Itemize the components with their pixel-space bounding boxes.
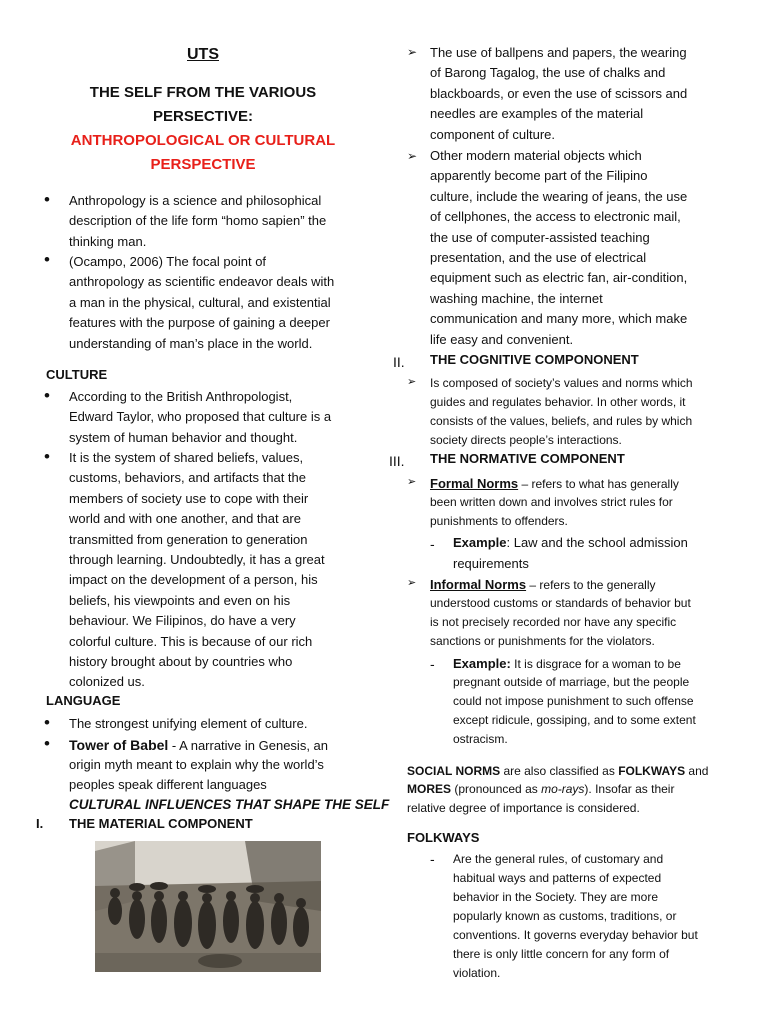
text-line: customs, behaviors, and artifacts that the bbox=[69, 470, 307, 486]
dash-bullet-icon: - bbox=[430, 536, 435, 552]
section-heading: CULTURE bbox=[46, 367, 108, 382]
folkways-term: FOLKWAYS bbox=[618, 764, 686, 778]
text-line: origin myth meant to explain why the world’s bbox=[69, 757, 324, 772]
informal-norms-label: Informal Norms bbox=[430, 577, 527, 592]
text-line: is not precisely recorded nor have any specific bbox=[430, 615, 677, 629]
section-heading: FOLKWAYS bbox=[407, 830, 480, 845]
text-line: impact on the development of a person, his bbox=[69, 572, 318, 588]
arrow-bullet-icon: ➢ bbox=[407, 149, 418, 163]
text-line: ostracism. bbox=[453, 732, 508, 746]
text-line: a man in the physical, cultural, and existential bbox=[69, 294, 331, 310]
text-line: anthropology as scientific endeavor deals with bbox=[69, 274, 335, 290]
heading: THE SELF FROM THE VARIOUS bbox=[89, 84, 317, 101]
historical-photo bbox=[95, 841, 321, 972]
text-line bbox=[430, 575, 655, 595]
subheading: PERSPECTIVE bbox=[150, 156, 256, 173]
text-line: features with the purpose of gaining a deeper bbox=[69, 315, 330, 331]
text-line: of Barong Tagalog, the use of chalks and bbox=[430, 65, 666, 81]
text-line: transmitted from generation to generation bbox=[69, 531, 308, 547]
bullet-icon: • bbox=[44, 713, 50, 732]
text-line: behaviour. We Filipinos, do have a very bbox=[69, 613, 296, 629]
dash-bullet-icon: - bbox=[430, 656, 435, 672]
example-label: Example bbox=[453, 535, 507, 550]
subheading: ANTHROPOLOGICAL OR CULTURAL bbox=[70, 132, 336, 149]
roman-numeral: I. bbox=[36, 816, 44, 831]
text-line bbox=[407, 780, 674, 799]
text-line: needles are examples of the material bbox=[430, 106, 644, 122]
text-line: beliefs, his viewpoints and even on his bbox=[69, 592, 291, 608]
text-line: apparently become part of the Filipino bbox=[430, 168, 648, 184]
text-line: conventions. It governs everyday behavior but bbox=[453, 928, 698, 942]
section-heading: THE NORMATIVE COMPONENT bbox=[430, 451, 625, 466]
section-heading: THE MATERIAL COMPONENT bbox=[69, 816, 253, 831]
text-line: the use of computer-assisted teaching bbox=[430, 229, 650, 245]
text-span: : Law and the school admission bbox=[506, 535, 688, 550]
text-line bbox=[407, 762, 708, 781]
bullet-icon: • bbox=[44, 447, 50, 466]
bullet-icon: • bbox=[44, 190, 50, 209]
text-line: colorful culture. This is because of our rich bbox=[69, 633, 313, 649]
text-line bbox=[69, 735, 328, 756]
text-line: popularly known as customs, traditions, or bbox=[453, 909, 677, 923]
text-span: ). Insofar as their bbox=[584, 782, 675, 796]
text-line: Is composed of society’s values and norms which bbox=[430, 376, 693, 390]
text-line: Edward Taylor, who proposed that culture is a bbox=[69, 409, 332, 425]
text-line bbox=[453, 533, 688, 553]
text-line: washing machine, the internet bbox=[430, 290, 603, 306]
text-line: (Ocampo, 2006) The focal point of bbox=[69, 254, 267, 269]
text-line: been written down and involves strict rules for bbox=[430, 495, 673, 509]
text-line: history brought about by countries who bbox=[69, 654, 293, 669]
text-line: members of society use to cope with their bbox=[69, 490, 309, 506]
text-line: Anthropology is a science and philosophical bbox=[69, 193, 322, 208]
text-span: are also classified as bbox=[500, 764, 619, 778]
tower-of-babel-label: Tower of Babel bbox=[69, 737, 169, 753]
arrow-bullet-icon: ➢ bbox=[407, 376, 417, 388]
text-line: communication and many more, which make bbox=[430, 311, 688, 327]
text-line: punishments to offenders. bbox=[430, 514, 568, 528]
text-line: The strongest unifying element of culture. bbox=[69, 716, 308, 731]
text-line: It is the system of shared beliefs, values, bbox=[69, 450, 304, 465]
social-norms-term: SOCIAL NORMS bbox=[407, 764, 501, 778]
text-span: (pronounced as bbox=[451, 782, 542, 796]
pronunciation: mo-rays bbox=[541, 782, 585, 796]
bullet-icon: • bbox=[44, 250, 50, 269]
text-line: peoples speak different languages bbox=[69, 777, 267, 793]
text-span: It is disgrace for a woman to be bbox=[510, 657, 681, 671]
text-span: - A narrative in Genesis, an bbox=[168, 738, 329, 753]
text-line: system of human behavior and thought. bbox=[69, 429, 298, 445]
formal-norms-label: Formal Norms bbox=[430, 476, 519, 491]
text-line: consists of the values, beliefs, and rules by which bbox=[430, 414, 693, 428]
arrow-bullet-icon: ➢ bbox=[407, 45, 418, 59]
example-label: Example: bbox=[453, 656, 511, 671]
text-line: Other modern material objects which bbox=[430, 148, 642, 163]
text-line: habitual ways and patterns of expected bbox=[453, 871, 662, 885]
text-line: component of culture. bbox=[430, 126, 556, 142]
text-line: understood customs or standards of behavior but bbox=[430, 596, 691, 610]
section-heading: CULTURAL INFLUENCES THAT SHAPE THE SELF bbox=[69, 797, 390, 812]
text-line: guides and regulates behavior. In other words, it bbox=[430, 395, 686, 409]
roman-numeral: III. bbox=[389, 453, 405, 469]
mores-term: MORES bbox=[407, 782, 452, 796]
text-span: and bbox=[685, 764, 709, 778]
bullet-icon: • bbox=[44, 386, 50, 405]
text-line: world and with one another, and that are bbox=[69, 511, 301, 527]
text-line: presentation, and the use of electrical bbox=[430, 250, 647, 265]
text-line: violation. bbox=[453, 966, 501, 980]
text-span: – refers to what has generally bbox=[518, 477, 679, 491]
text-line: requirements bbox=[453, 556, 529, 571]
text-line: behavior in the Society. They are more bbox=[453, 890, 658, 904]
arrow-bullet-icon: ➢ bbox=[407, 476, 417, 488]
dash-bullet-icon: - bbox=[430, 851, 435, 867]
text-line: equipment such as electric fan, air-condition, bbox=[430, 270, 688, 286]
text-line: sanctions or punishments for the violators. bbox=[430, 634, 655, 648]
text-line: life easy and convenient. bbox=[430, 331, 574, 347]
bullet-icon: • bbox=[44, 734, 50, 753]
text-line: could not impose punishment to such offense bbox=[453, 694, 694, 708]
section-heading: LANGUAGE bbox=[46, 693, 121, 708]
text-line: understanding of man’s place in the world. bbox=[69, 335, 313, 351]
text-line: colonized us. bbox=[69, 674, 145, 690]
text-line: The use of ballpens and papers, the wearing bbox=[430, 45, 687, 60]
text-line bbox=[453, 654, 681, 674]
arrow-bullet-icon: ➢ bbox=[407, 577, 417, 589]
text-line: of cellphones, the access to electronic mail, bbox=[430, 209, 681, 225]
text-line: there is only little concern for any form of bbox=[453, 947, 670, 961]
text-line: thinking man. bbox=[69, 233, 147, 249]
section-heading: THE COGNITIVE COMPONONENT bbox=[430, 352, 639, 367]
text-line: description of the life form “homo sapien” the bbox=[69, 213, 327, 229]
text-line: pregnant outside of marriage, but the people bbox=[453, 675, 690, 689]
doc-title: UTS bbox=[187, 46, 219, 63]
text-line: According to the British Anthropologist, bbox=[69, 389, 293, 404]
heading: PERSECTIVE: bbox=[152, 108, 254, 125]
text-span: – refers to the generally bbox=[526, 578, 656, 592]
text-line: society directs people’s interactions. bbox=[430, 433, 622, 447]
text-line bbox=[430, 474, 679, 494]
text-line: except ridicule, gossiping, and to some extent bbox=[453, 713, 696, 727]
text-line: blackboards, or even the use of scissors and bbox=[430, 85, 688, 101]
text-line: through learning. Undoubtedly, it has a great bbox=[69, 552, 325, 567]
roman-numeral: II. bbox=[393, 354, 405, 370]
text-line: culture, include the wearing of jeans, the use bbox=[430, 188, 688, 204]
text-line: Are the general rules, of customary and bbox=[453, 852, 664, 866]
text-line: relative degree of importance is considered. bbox=[407, 801, 640, 815]
